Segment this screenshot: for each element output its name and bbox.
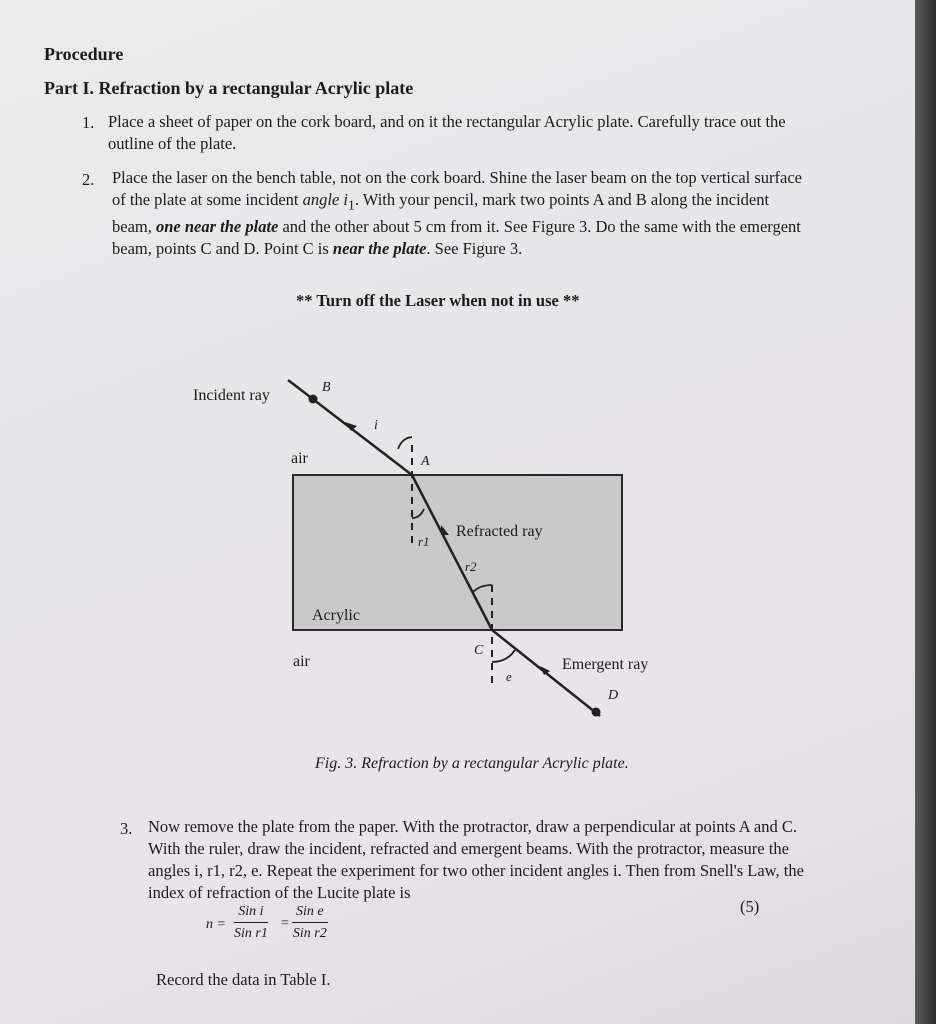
point-b-dot bbox=[309, 395, 318, 404]
formula-den-1: Sin r1 bbox=[234, 926, 268, 941]
record-instruction: Record the data in Table I. bbox=[156, 970, 331, 989]
refracted-ray-label: Refracted ray bbox=[456, 523, 543, 540]
refraction-figure bbox=[0, 360, 915, 740]
step-2-number: 2. bbox=[82, 170, 95, 189]
page-edge-shadow bbox=[915, 0, 936, 1024]
angle-r1-label: r1 bbox=[418, 534, 430, 549]
formula-fraction-2 bbox=[292, 904, 328, 942]
step-1-text: Place a sheet of paper on the cork board, and on it the rectangular Acrylic plate. Carefully trace out the outline of the plate. bbox=[108, 112, 786, 153]
formula-num-1: Sin i bbox=[234, 904, 268, 923]
step-3-number: 3. bbox=[120, 819, 133, 838]
acrylic-label: Acrylic bbox=[312, 607, 360, 624]
point-a-label: A bbox=[421, 454, 430, 469]
air-bottom-label: air bbox=[293, 653, 310, 670]
point-b-label: B bbox=[322, 380, 331, 395]
air-top-label: air bbox=[291, 450, 308, 467]
page-title: Procedure bbox=[44, 44, 124, 64]
figure-caption: Fig. 3. Refraction by a rectangular Acrylic plate. bbox=[315, 755, 629, 772]
point-d-dot bbox=[592, 708, 601, 717]
formula-equals: = bbox=[281, 916, 289, 931]
angle-e-label: e bbox=[506, 669, 512, 684]
step-1-number: 1. bbox=[82, 113, 95, 132]
formula-lhs: n = bbox=[206, 917, 226, 932]
step-3-text: Now remove the plate from the paper. With the protractor, draw a perpendicular at points A and C. With the ruler, draw the incident, refracted and emergent beams. With the protractor, measure the angles i, r1, r2, e. Repeat the experiment for two other incident angles i. Then from Snell's Law, the index of refraction of the Lucite plate is bbox=[148, 817, 804, 902]
formula-den-2: Sin r2 bbox=[292, 926, 327, 941]
point-d-label: D bbox=[608, 688, 619, 703]
angle-e-arc bbox=[492, 650, 515, 662]
step-2-text: Place the laser on the bench table, not on the cork board. Shine the laser beam on the top vertical surface of the plate at some incident angle $i_1$. With your pencil, mark two points A and B along the incident beam, one near the plate and the other about 5 cm from it. See Figure 3. Do the same with the emergent beam, points C and D. Point C is near the plate. See Figure 3. bbox=[112, 168, 802, 259]
formula-fraction-1 bbox=[234, 904, 268, 942]
formula-num-2: Sin e bbox=[292, 904, 328, 923]
angle-i-label: i bbox=[374, 418, 378, 433]
point-c-label: C bbox=[474, 643, 484, 658]
laser-warning: ** Turn off the Laser when not in use ** bbox=[296, 291, 580, 310]
part-heading: Part I. Refraction by a rectangular Acrylic plate bbox=[44, 78, 414, 98]
emergent-ray-label: Emergent ray bbox=[562, 656, 649, 673]
angle-r2-label: r2 bbox=[465, 559, 477, 574]
angle-i-arc bbox=[398, 437, 412, 449]
incident-ray-label: Incident ray bbox=[193, 387, 270, 404]
points-value: (5) bbox=[740, 897, 760, 916]
